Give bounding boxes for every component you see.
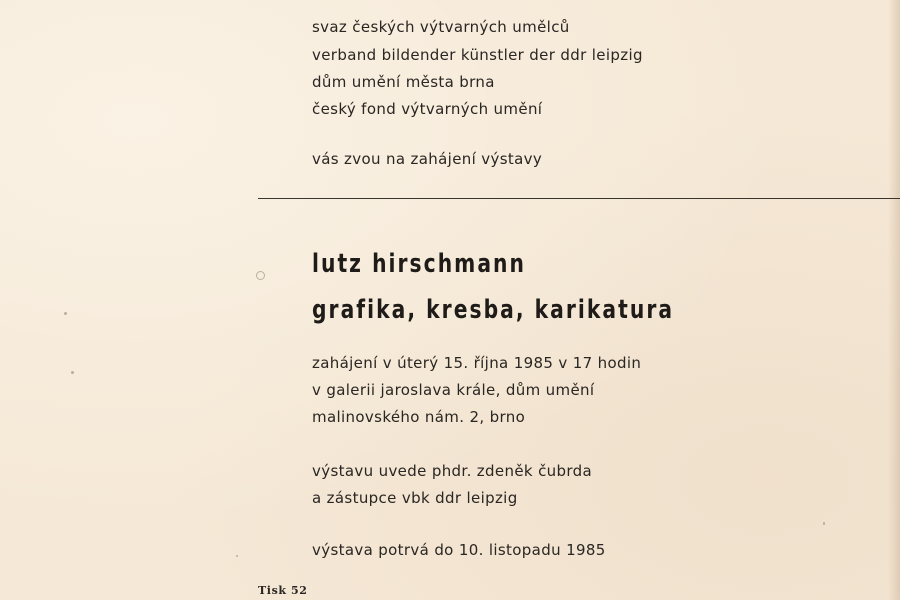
print-mark: Tisk 52: [258, 584, 308, 597]
paper-speck: [236, 555, 238, 557]
duration-line: výstava potrvá do 10. listopadu 1985: [312, 541, 606, 559]
opening-line: malinovského nám. 2, brno: [312, 408, 526, 426]
opening-line: v galerii jaroslava krále, dům umění: [312, 381, 595, 399]
artist-name: lutz hirschmann: [312, 249, 526, 279]
introduction-line: a zástupce vbk ddr leipzig: [312, 489, 518, 507]
opening-line: zahájení v úterý 15. října 1985 v 17 hodin: [312, 354, 642, 372]
organizer-line: verband bildender künstler der ddr leipzig: [312, 46, 643, 64]
paper-speck: [71, 371, 74, 374]
organizer-line: český fond výtvarných umění: [312, 100, 543, 118]
paper-fold-shadow: [888, 0, 900, 600]
divider-rule: [258, 198, 900, 199]
organizer-line: svaz českých výtvarných umělců: [312, 18, 570, 36]
paper-speck: [256, 271, 265, 280]
introduction-line: výstavu uvede phdr. zdeněk čubrda: [312, 462, 593, 480]
paper-speck: [823, 522, 825, 525]
invitation-line: vás zvou na zahájení výstavy: [312, 150, 543, 168]
paper-speck: [64, 312, 67, 315]
organizer-line: dům umění města brna: [312, 73, 495, 91]
exhibition-subtitle: grafika, kresba, karikatura: [312, 295, 675, 325]
